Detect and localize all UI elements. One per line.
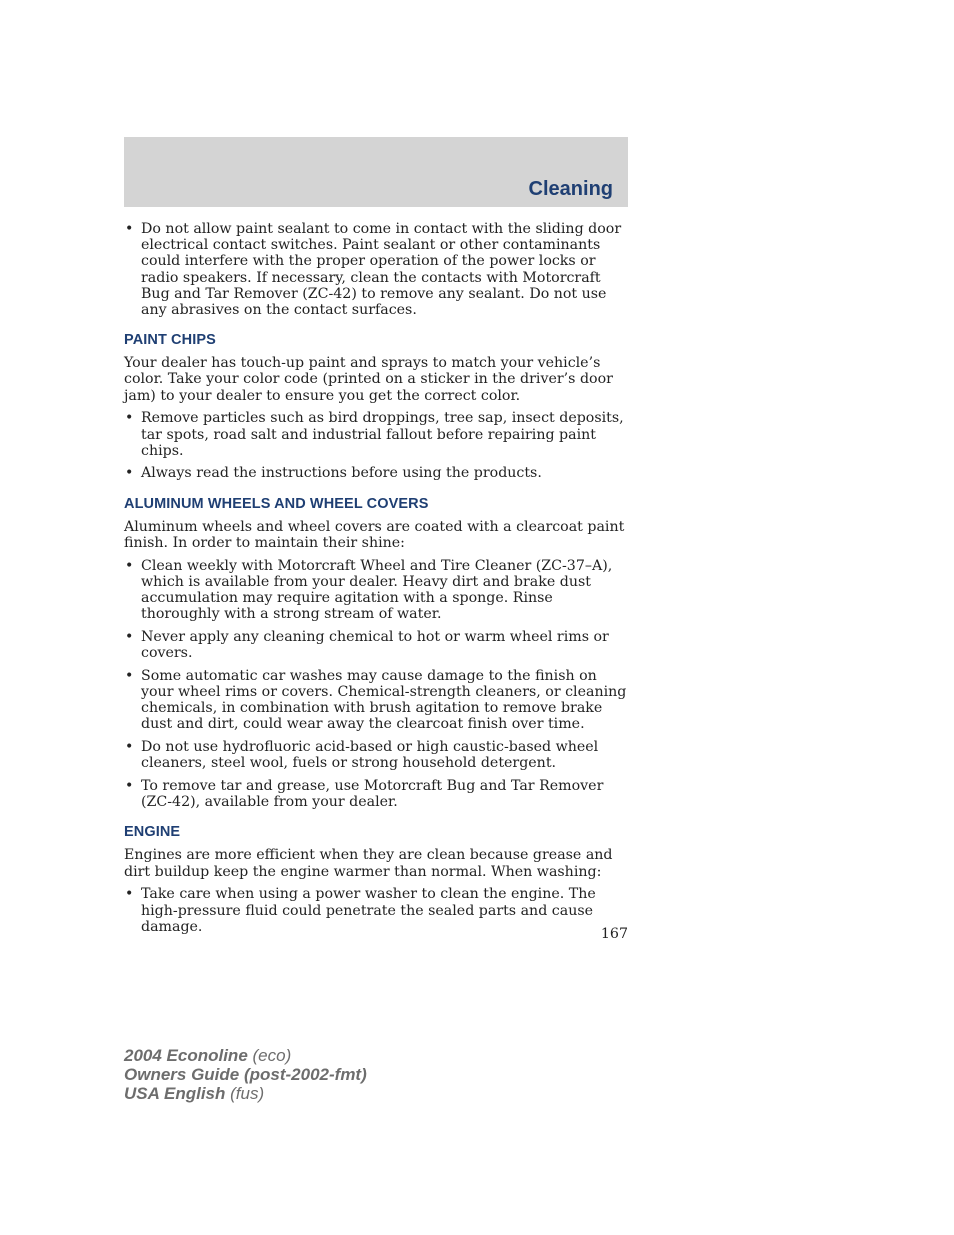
section-heading-aluminum-wheels: ALUMINUM WHEELS AND WHEEL COVERS <box>124 495 429 512</box>
list-item-text: Remove particles such as bird droppings, tree sap, insect deposits, tar spots, road salt and industrial fallout before repairing paint chips. <box>141 410 624 459</box>
list-item <box>124 558 628 623</box>
bullet-icon: • <box>125 465 134 482</box>
footer-model-code: (eco) <box>247 1046 292 1065</box>
list-item-text: Some automatic car washes may cause damage to the finish on your wheel rims or covers. Chemical-strength cleaners, or cleaning chemicals, in combination with brush agitation to remove brake dust and dirt, could wear away the clearcoat finish over time. <box>141 667 627 733</box>
document-footer <box>124 1046 367 1103</box>
footer-line-guide <box>124 1065 367 1084</box>
bullet-icon: • <box>125 410 134 427</box>
list-item-text: To remove tar and grease, use Motorcraft Bug and Tar Remover (ZC-42), available from your dealer. <box>141 777 604 811</box>
list-item <box>124 629 628 661</box>
list-item-text: Never apply any cleaning chemical to hot or warm wheel rims or covers. <box>141 628 609 662</box>
list-item-text: Take care when using a power washer to clean the engine. The high-pressure fluid could penetrate the sealed parts and cause damage. <box>141 886 596 935</box>
list-item <box>124 465 628 481</box>
section-heading-paint-chips: PAINT CHIPS <box>124 332 216 349</box>
bullet-icon: • <box>125 886 134 903</box>
page-title: Cleaning <box>528 178 613 200</box>
paint-chips-bullet-list <box>124 410 628 481</box>
bullet-icon: • <box>125 628 134 645</box>
list-item <box>124 410 628 459</box>
paint-chips-paragraph: Your dealer has touch-up paint and sprays to match your vehicle’s color. Take your color code (printed on a sticker in the driver’s door jam) to your dealer to ensure you get the correct color. <box>124 355 613 404</box>
page-number: 167 <box>600 926 628 942</box>
list-item <box>124 886 628 935</box>
footer-line-language <box>124 1084 367 1103</box>
engine-bullet-list <box>124 886 628 935</box>
list-item-text: Do not use hydrofluoric acid-based or high caustic-based wheel cleaners, steel wool, fuels or strong household detergent. <box>141 739 599 772</box>
bullet-icon: • <box>125 777 134 794</box>
header-band <box>124 137 628 207</box>
list-item <box>124 221 628 318</box>
footer-guide: Owners Guide (post-2002-fmt) <box>124 1065 367 1084</box>
bullet-icon: • <box>125 557 134 574</box>
bullet-icon: • <box>125 739 134 756</box>
list-item <box>124 778 628 810</box>
section-heading-engine: ENGINE <box>124 824 181 841</box>
list-item <box>124 739 628 771</box>
list-item <box>124 668 628 733</box>
footer-model: 2004 Econoline <box>124 1046 248 1065</box>
list-item-text: Clean weekly with Motorcraft Wheel and Tire Cleaner (ZC-37–A), which is available from your dealer. Heavy dirt and brake dust accumulation may require agitation with a sponge. Rinse thoroughly with a strong stream of water. <box>141 557 613 623</box>
bullet-icon: • <box>125 667 134 684</box>
list-item-text: Always read the instructions before using the products. <box>141 465 542 482</box>
intro-bullet-list <box>124 221 628 318</box>
footer-language: USA English <box>124 1084 226 1103</box>
bullet-icon: • <box>125 221 134 237</box>
list-item-text: Do not allow paint sealant to come in contact with the sliding door electrical contact switches. Paint sealant or other contaminants could interfere with the proper operation of the power locks or radio speakers. If necessary, clean the contacts with Motorcraft Bug and Tar Remover (ZC-42) to remove any sealant. Do not use any abrasives on the contact surfaces. <box>141 221 622 319</box>
footer-line-model <box>124 1046 367 1065</box>
footer-language-code: (fus) <box>225 1084 265 1103</box>
page-content <box>124 221 628 941</box>
aluminum-wheels-bullet-list <box>124 558 628 811</box>
engine-paragraph: Engines are more efficient when they are clean because grease and dirt buildup keep the engine warmer than normal. When washing: <box>124 847 613 880</box>
aluminum-wheels-paragraph: Aluminum wheels and wheel covers are coated with a clearcoat paint finish. In order to maintain their shine: <box>124 518 625 551</box>
